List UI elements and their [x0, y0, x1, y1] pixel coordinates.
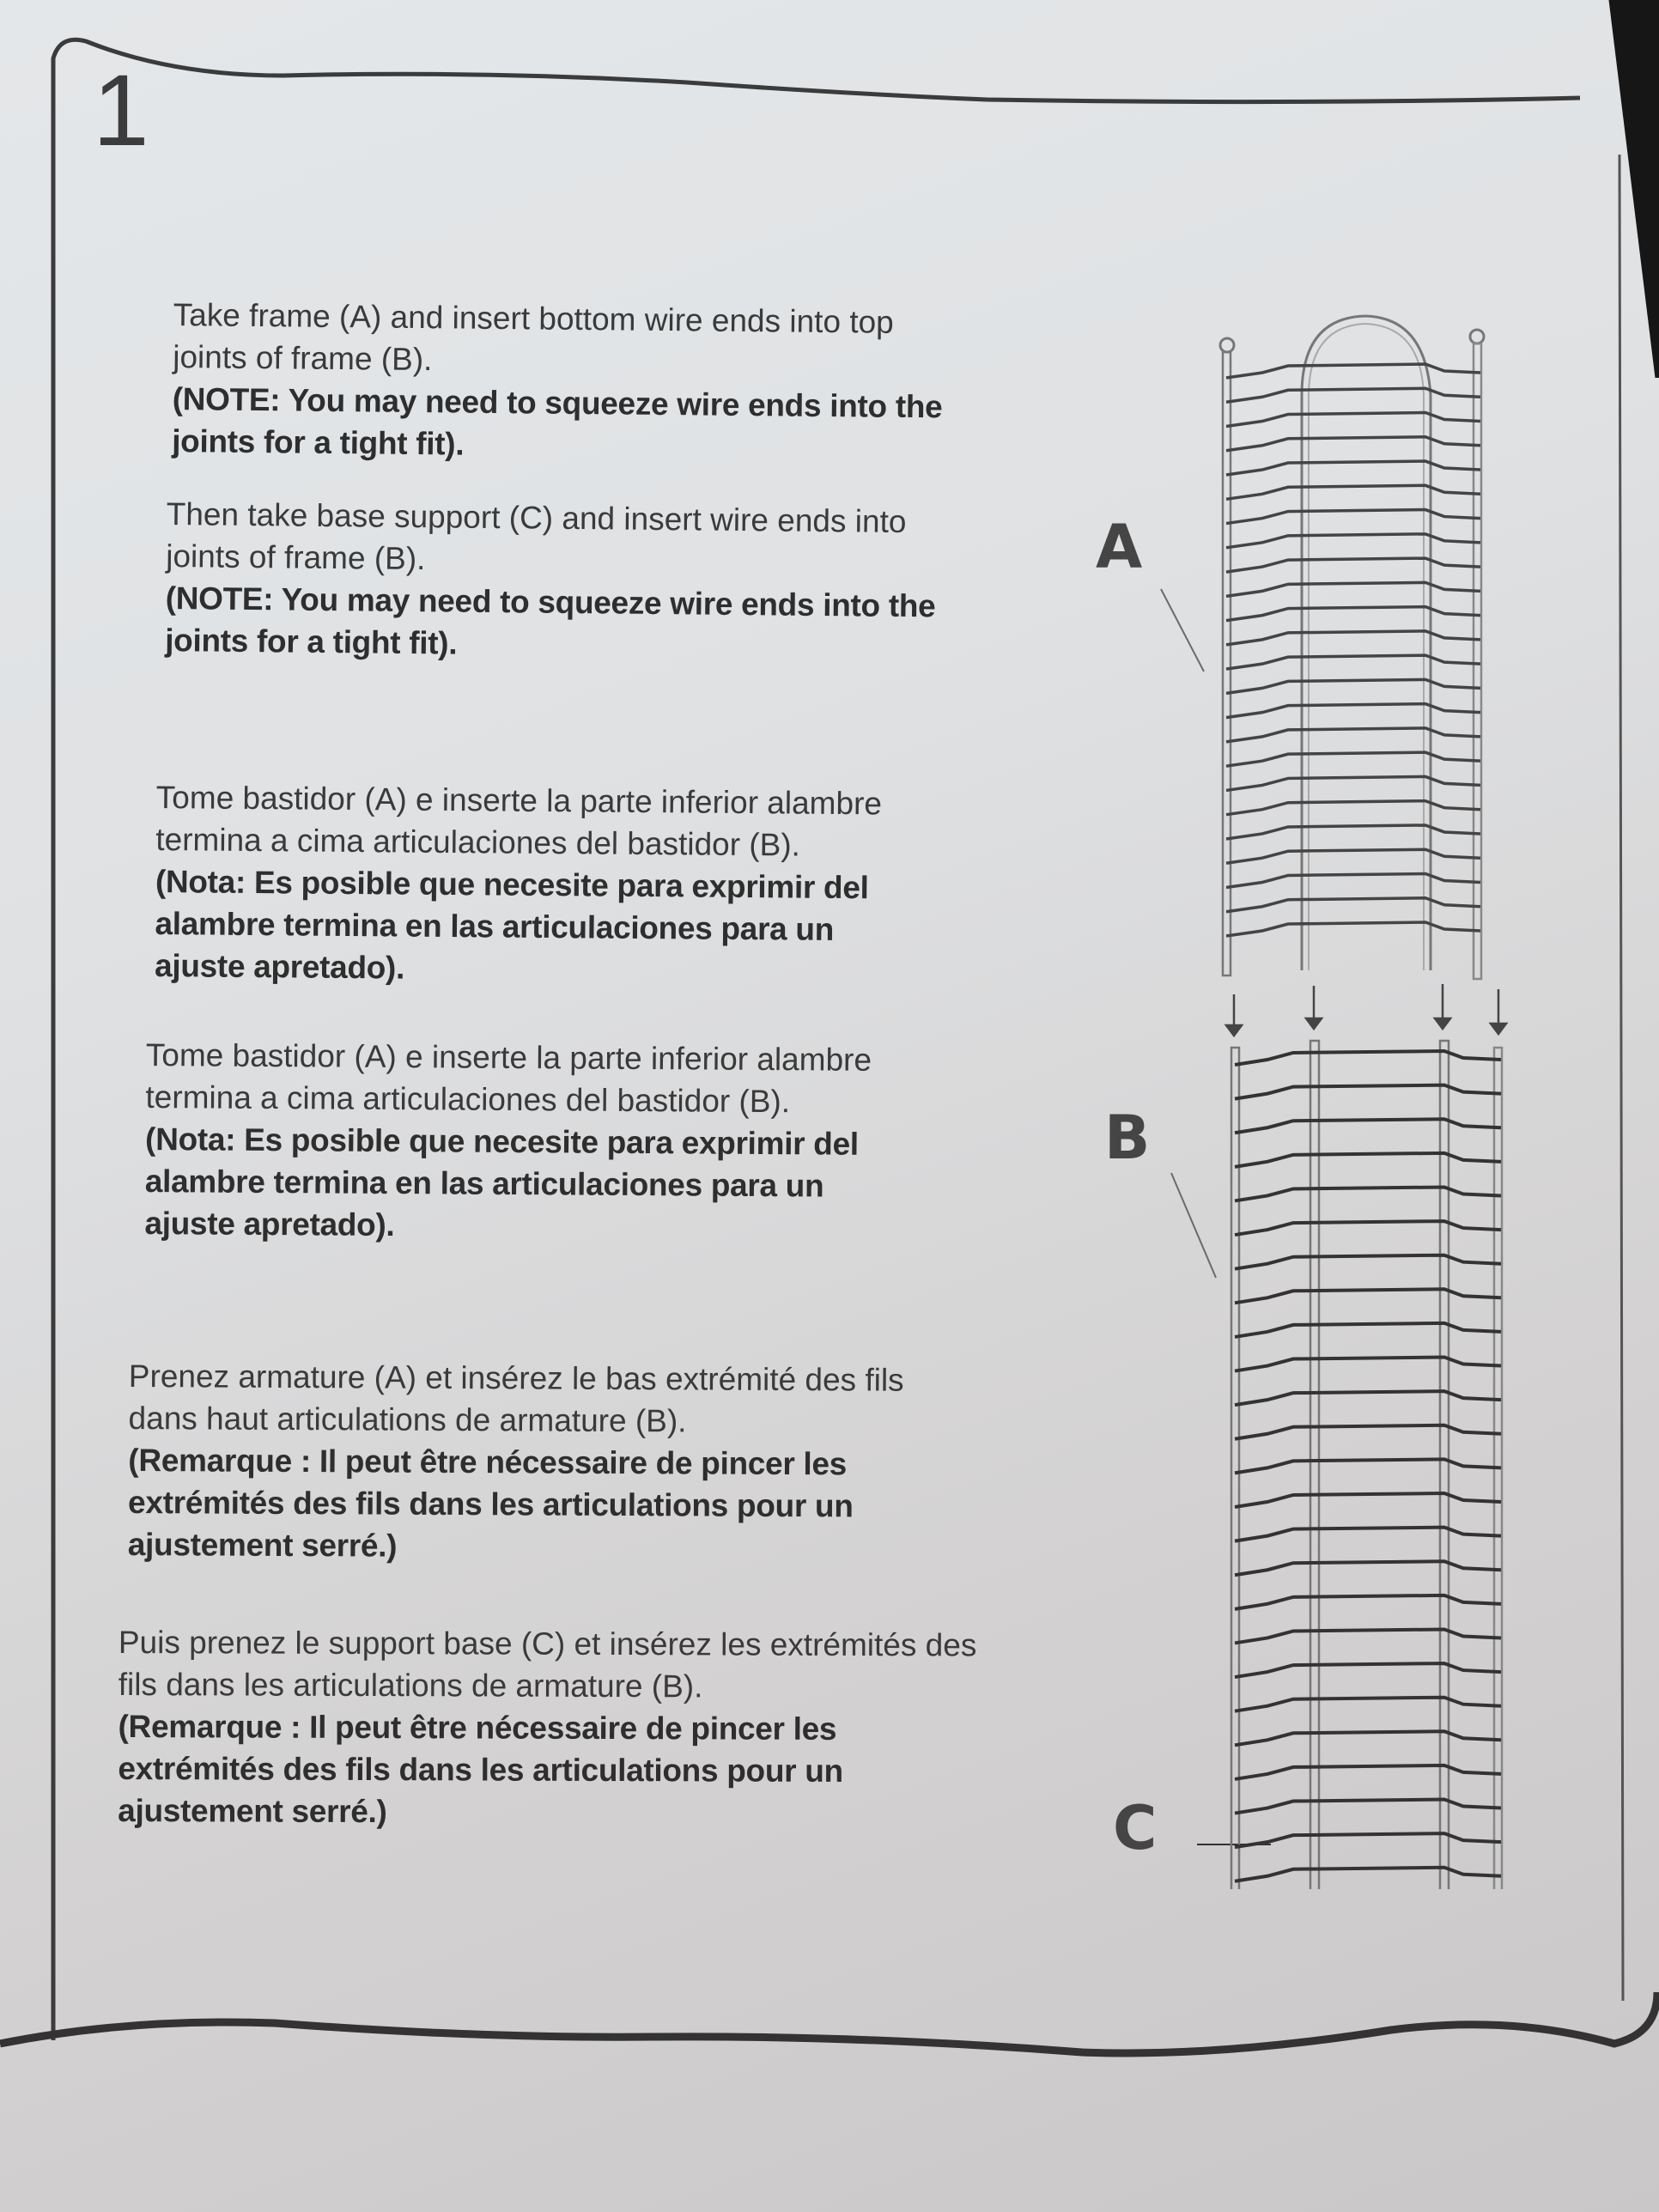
shelf-wire [1226, 752, 1480, 766]
assembly-diagram [1065, 292, 1546, 1889]
shelf-wire [1235, 1833, 1501, 1847]
frame-a [1220, 316, 1484, 979]
instruction-note: (NOTE: You may need to squeeze wire ends into the joints for a tight fit). [164, 580, 936, 661]
shelf-wire [1226, 922, 1480, 936]
frame-b [1226, 1041, 1508, 1889]
shelf-wire [1226, 510, 1480, 524]
label-base-support-c: C [1113, 1793, 1158, 1863]
instruction-fr-1 [128, 1355, 988, 1570]
shelf-wire [1226, 413, 1480, 427]
shelf-wire [1226, 437, 1480, 451]
instruction-es-1 [155, 776, 1015, 994]
shelf-wire [1235, 1119, 1501, 1133]
shelf-wire [1235, 1425, 1501, 1439]
shelf-wire [1235, 1085, 1501, 1099]
instruction-note: (Remarque : Il peut être nécessaire de pincer les extrémités des fils dans les articulations pour un ajustement serré.) [127, 1442, 854, 1564]
shelf-wire [1235, 1323, 1501, 1337]
shelf-wire [1235, 1493, 1501, 1507]
shelf-wire [1235, 1800, 1501, 1814]
instruction-text: Tome bastidor (A) e inserte la parte inferior alambre termina a cima articulaciones del bastidor (B). [155, 779, 883, 863]
shelf-wire [1235, 1221, 1501, 1235]
shelf-wire [1226, 801, 1480, 815]
shelf-wire [1235, 1187, 1501, 1200]
instruction-es-2 [144, 1034, 1005, 1250]
shelf-wire [1235, 1868, 1501, 1881]
label-frame-b: B [1104, 1103, 1151, 1173]
instruction-fr-2 [118, 1621, 977, 1834]
shelf-wire [1235, 1663, 1501, 1677]
shelf-wire [1235, 1391, 1501, 1405]
instruction-note: (Nota: Es posible que necesite para exprimir del alambre termina en las articulaciones para un ajuste apretado). [144, 1121, 859, 1243]
shelf-wire [1235, 1629, 1501, 1643]
shelf-wire [1226, 485, 1480, 499]
shelf-wire [1226, 607, 1480, 621]
instruction-en-2 [165, 493, 1025, 670]
shelf-wire [1226, 825, 1480, 839]
shelf-wire [1235, 1561, 1501, 1575]
shelf-wire [1226, 679, 1480, 693]
shelf-wire [1235, 1765, 1501, 1779]
shelf-wire [1226, 776, 1480, 790]
instruction-text: Take frame (A) and insert bottom wire ends into top joints of frame (B). [173, 296, 894, 378]
instruction-text: Then take base support (C) and insert wire ends into joints of frame (B). [166, 495, 907, 577]
shelf-wire [1226, 849, 1480, 863]
shelf-wire [1226, 898, 1480, 912]
shelf-wire [1226, 388, 1480, 402]
shelf-wire [1226, 631, 1480, 645]
shelf-wire [1226, 461, 1480, 475]
shelf-wire [1235, 1153, 1501, 1167]
instruction-text: Puis prenez le support base (C) et insérez les extrémités des fils dans les articulations de armature (B). [118, 1625, 977, 1705]
shelf-wire [1235, 1528, 1501, 1541]
shelf-wire [1235, 1051, 1501, 1065]
shelf-wire [1235, 1698, 1501, 1711]
step-number: 1 [93, 54, 149, 167]
shelf-wire [1226, 364, 1480, 378]
instruction-note: (NOTE: You may need to squeeze wire ends into the joints for a tight fit). [171, 380, 943, 462]
label-frame-a: A [1096, 512, 1143, 582]
leader-line-a [1161, 589, 1204, 672]
shelf-wire [1226, 704, 1480, 718]
shelf-wire [1235, 1595, 1501, 1609]
shelf-wire [1235, 1459, 1501, 1473]
instruction-note: (Nota: Es posible que necesite para exprimir del alambre termina en las articulaciones para un ajuste apretado). [154, 863, 869, 986]
shelf-wire [1226, 728, 1480, 742]
shelf-wire [1226, 873, 1480, 887]
shelf-wire [1235, 1255, 1501, 1269]
instruction-note: (Remarque : Il peut être nécessaire de pincer les extrémités des fils dans les articulations pour un ajustement serré.) [118, 1708, 843, 1830]
shelf-wire [1235, 1358, 1501, 1371]
shelf-wire [1226, 582, 1480, 596]
instruction-text: Tome bastidor (A) e inserte la parte inferior alambre termina a cima articulaciones del bastidor (B). [145, 1036, 872, 1120]
shelf-wire [1226, 558, 1480, 572]
shelf-wire [1226, 655, 1480, 669]
shelf-wire [1226, 534, 1480, 548]
photo-background-corner [1582, 0, 1659, 378]
shelf-wire [1235, 1289, 1501, 1303]
leader-line-b [1171, 1173, 1216, 1278]
shelf-wire [1235, 1731, 1501, 1745]
down-arrows [1226, 984, 1506, 1036]
instruction-en-1 [172, 294, 1032, 471]
instruction-text: Prenez armature (A) et insérez le bas extrémité des fils dans haut articulations de armature (B). [128, 1358, 904, 1439]
